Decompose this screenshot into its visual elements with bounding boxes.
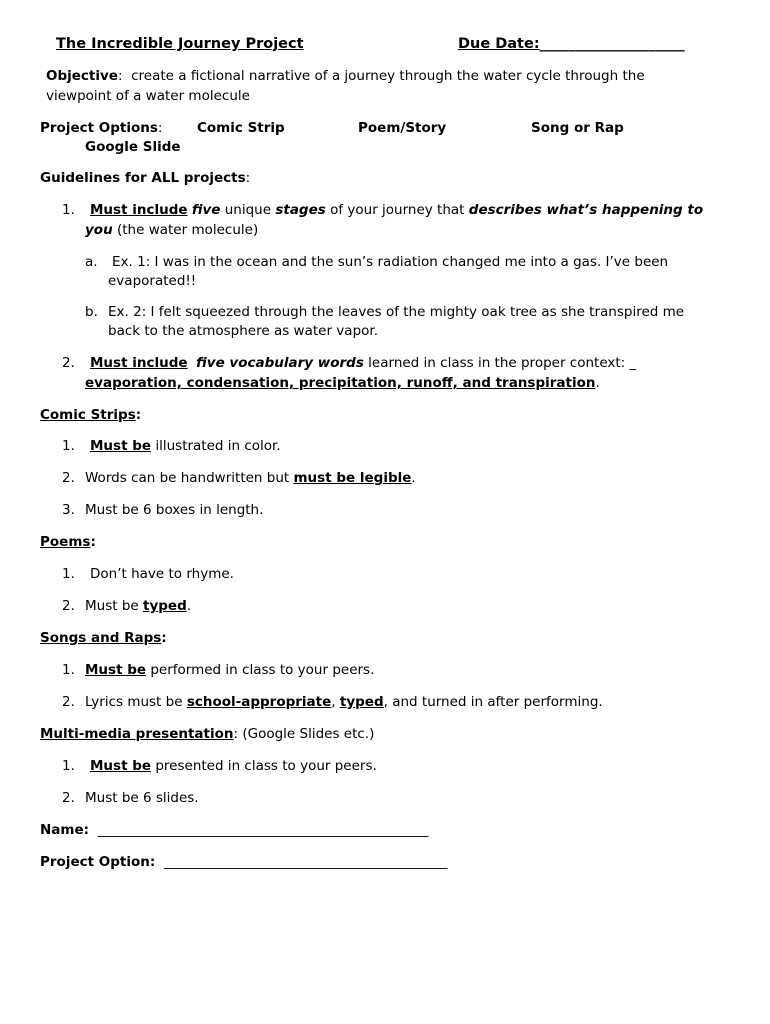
project-options-label: Project Options: [40,120,163,136]
name-field [40,820,428,840]
songs-item-1: Must be performed in class to your peers. [85,662,375,678]
comic-item-3: Must be 6 boxes in length. [85,502,264,518]
page-title: The Incredible Journey Project [56,36,304,52]
poems-heading: Poems: [40,534,96,550]
example-a-marker: a. [85,254,98,270]
example-a-line-2: evaporated!! [108,273,197,289]
songs-item-2: Lyrics must be school-appropriate, typed, and turned in after performing. [85,694,603,710]
comic-item-2: Words can be handwritten but must be legible. [85,470,416,486]
option-comic-strip: Comic Strip [197,120,285,136]
guideline-2-line-1: Must include five vocabulary words learned in class in the proper context: _ [90,355,637,371]
vocabulary-words: evaporation, condensation, precipitation, runoff, and transpiration. [85,375,600,391]
multimedia-heading: Multi-media presentation: (Google Slides etc.) [40,726,375,742]
example-b-marker: b. [85,304,98,320]
name-label: Name: [40,822,90,838]
example-a-line-1: Ex. 1: I was in the ocean and the sun’s radiation changed me into a gas. I’ve been [112,254,669,270]
poems-item-1-number: 1. [62,566,75,582]
comic-item-2-number: 2. [62,470,75,486]
example-b-line-2: back to the atmosphere as water vapor. [108,323,378,339]
songs-item-1-number: 1. [62,662,75,678]
option-poem-story: Poem/Story [358,120,447,136]
guideline-1-line-2: you (the water molecule) [85,222,259,238]
option-song-rap: Song or Rap [531,120,624,136]
objective-label: Objective [46,68,118,84]
comic-item-3-number: 3. [62,502,75,518]
name-blank: _________________________________________________ [97,822,429,838]
multimedia-item-1: Must be presented in class to your peers. [90,758,377,774]
songs-item-2-number: 2. [62,694,75,710]
multimedia-item-1-number: 1. [62,758,75,774]
guideline-2-number: 2. [62,355,75,371]
comic-strips-heading: Comic Strips: [40,407,142,423]
option-google-slide: Google Slide [85,139,181,155]
due-date-label: Due Date: [458,36,540,52]
objective-line-1: Objective: create a fictional narrative of a journey through the water cycle through the [46,68,645,84]
poems-item-1: Don’t have to rhyme. [90,566,234,582]
guidelines-heading: Guidelines for ALL projects: [40,170,251,186]
guideline-1-line-1: Must include five unique stages of your journey that describes what’s happening to [90,202,704,218]
project-option-blank: __________________________________________ [163,854,448,870]
multimedia-item-2: Must be 6 slides. [85,790,199,806]
due-date-blank: ____________________ [539,36,685,52]
due-date [458,34,685,54]
comic-item-1: Must be illustrated in color. [90,438,281,454]
poems-item-2-number: 2. [62,598,75,614]
project-option-field [40,852,447,872]
songs-heading: Songs and Raps: [40,630,167,646]
comic-item-1-number: 1. [62,438,75,454]
objective-line-2: viewpoint of a water molecule [46,88,250,104]
guideline-1-number: 1. [62,202,75,218]
project-option-label: Project Option: [40,854,156,870]
multimedia-item-2-number: 2. [62,790,75,806]
objective-text: create a fictional narrative of a journey through the water cycle through the [131,68,645,84]
poems-item-2: Must be typed. [85,598,192,614]
example-b-line-1: Ex. 2: I felt squeezed through the leaves of the mighty oak tree as she transpired me [108,304,685,320]
